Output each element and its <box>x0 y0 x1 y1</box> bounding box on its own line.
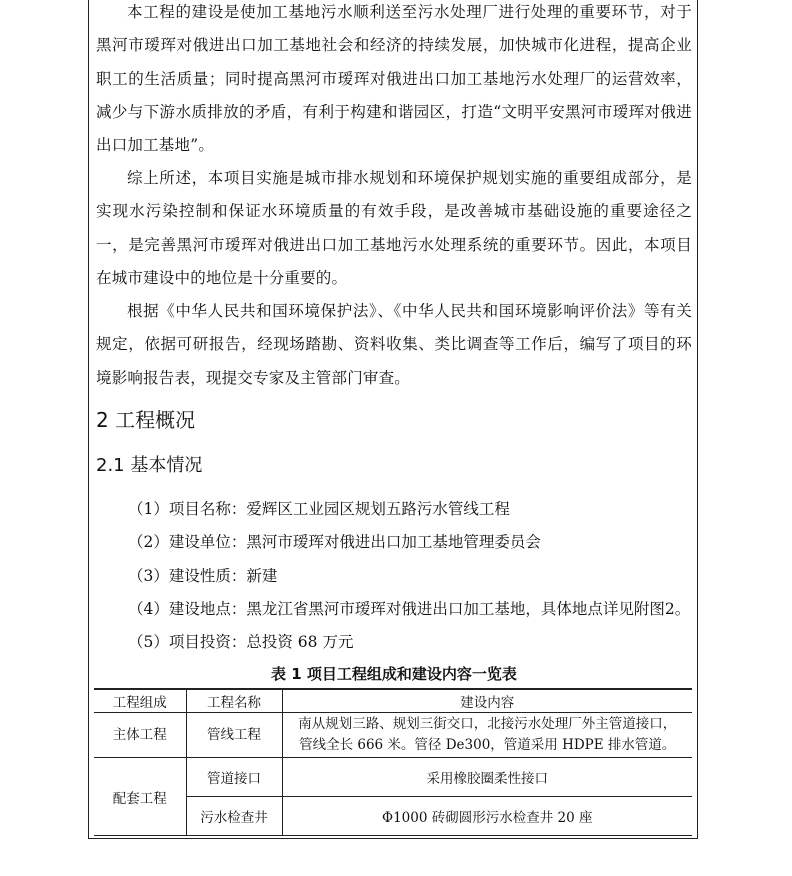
table-cell: 主体工程 <box>94 713 186 758</box>
table-cell: 污水检查井 <box>186 797 282 836</box>
list-item: （5）项目投资：总投资 68 万元 <box>128 633 354 651</box>
table-header-row <box>94 689 692 713</box>
list-item: （3）建设性质：新建 <box>128 567 278 585</box>
table-cell: 配套工程 <box>94 758 186 836</box>
list-item: （2）建设单位：黑河市瑷珲对俄进出口加工基地管理委员会 <box>128 533 541 551</box>
table-row <box>94 713 692 758</box>
cell-line: 管线全长 666 米。管径 De300，管道采用 HDPE 排水管道。 <box>299 737 676 753</box>
section-heading: 2 工程概况 <box>96 408 196 432</box>
cell-line: 南从规划三路、规划三街交口，北接污水处理厂外主管道接口， <box>298 716 677 732</box>
header-cell: 工程名称 <box>186 689 282 713</box>
list-item: （1）项目名称：爱辉区工业园区规划五路污水管线工程 <box>128 500 510 518</box>
header-cell: 建设内容 <box>282 689 692 713</box>
list-item: （4）建设地点：黑龙江省黑河市瑷珲对俄进出口加工基地，具体地点详见附图2。 <box>128 600 691 618</box>
header-cell: 工程组成 <box>94 689 186 713</box>
paragraph-legal-basis: 根据《中华人民共和国环境保护法》、《中华人民共和国环境影响评价法》等有关规定，依据可研报告，经现场踏勘、资料收集、类比调查等工作后，编写了项目的环境影响报告表，现提交专家及主管部门审查。 <box>96 302 692 387</box>
table-row <box>94 758 692 797</box>
subsection-heading: 2.1 基本情况 <box>96 455 203 476</box>
table-cell: Φ1000 砖砌圆形污水检查井 20 座 <box>282 797 692 836</box>
paragraph-significance: 本工程的建设是使加工基地污水顺利送至污水处理厂进行处理的重要环节，对于黑河市瑷珲对俄进出口加工基地社会和经济的持续发展，加快城市化进程，提高企业职工的生活质量；同时提高黑河市瑷珲对俄进出口加工基地污水处理厂的运营效率，减少与下游水质排放的矛盾，有利于构建和谐园区，打造“文明平安黑河市瑷珲对俄进出口加工基地”。 <box>96 3 692 155</box>
table-caption: 表 1 项目工程组成和建设内容一览表 <box>271 665 517 683</box>
project-composition-table <box>94 688 692 836</box>
table-cell: 采用橡胶圈柔性接口 <box>282 758 692 797</box>
table-cell: 管道接口 <box>186 758 282 797</box>
table-cell <box>282 713 692 758</box>
table-cell: 管线工程 <box>186 713 282 758</box>
paragraph-summary: 综上所述，本项目实施是城市排水规划和环境保护规划实施的重要组成部分，是实现水污染控制和保证水环境质量的有效手段，是改善城市基础设施的重要途径之一，是完善黑河市瑷珲对俄进出口加工基地污水处理系统的重要环节。因此，本项目在城市建设中的地位是十分重要的。 <box>96 169 692 287</box>
